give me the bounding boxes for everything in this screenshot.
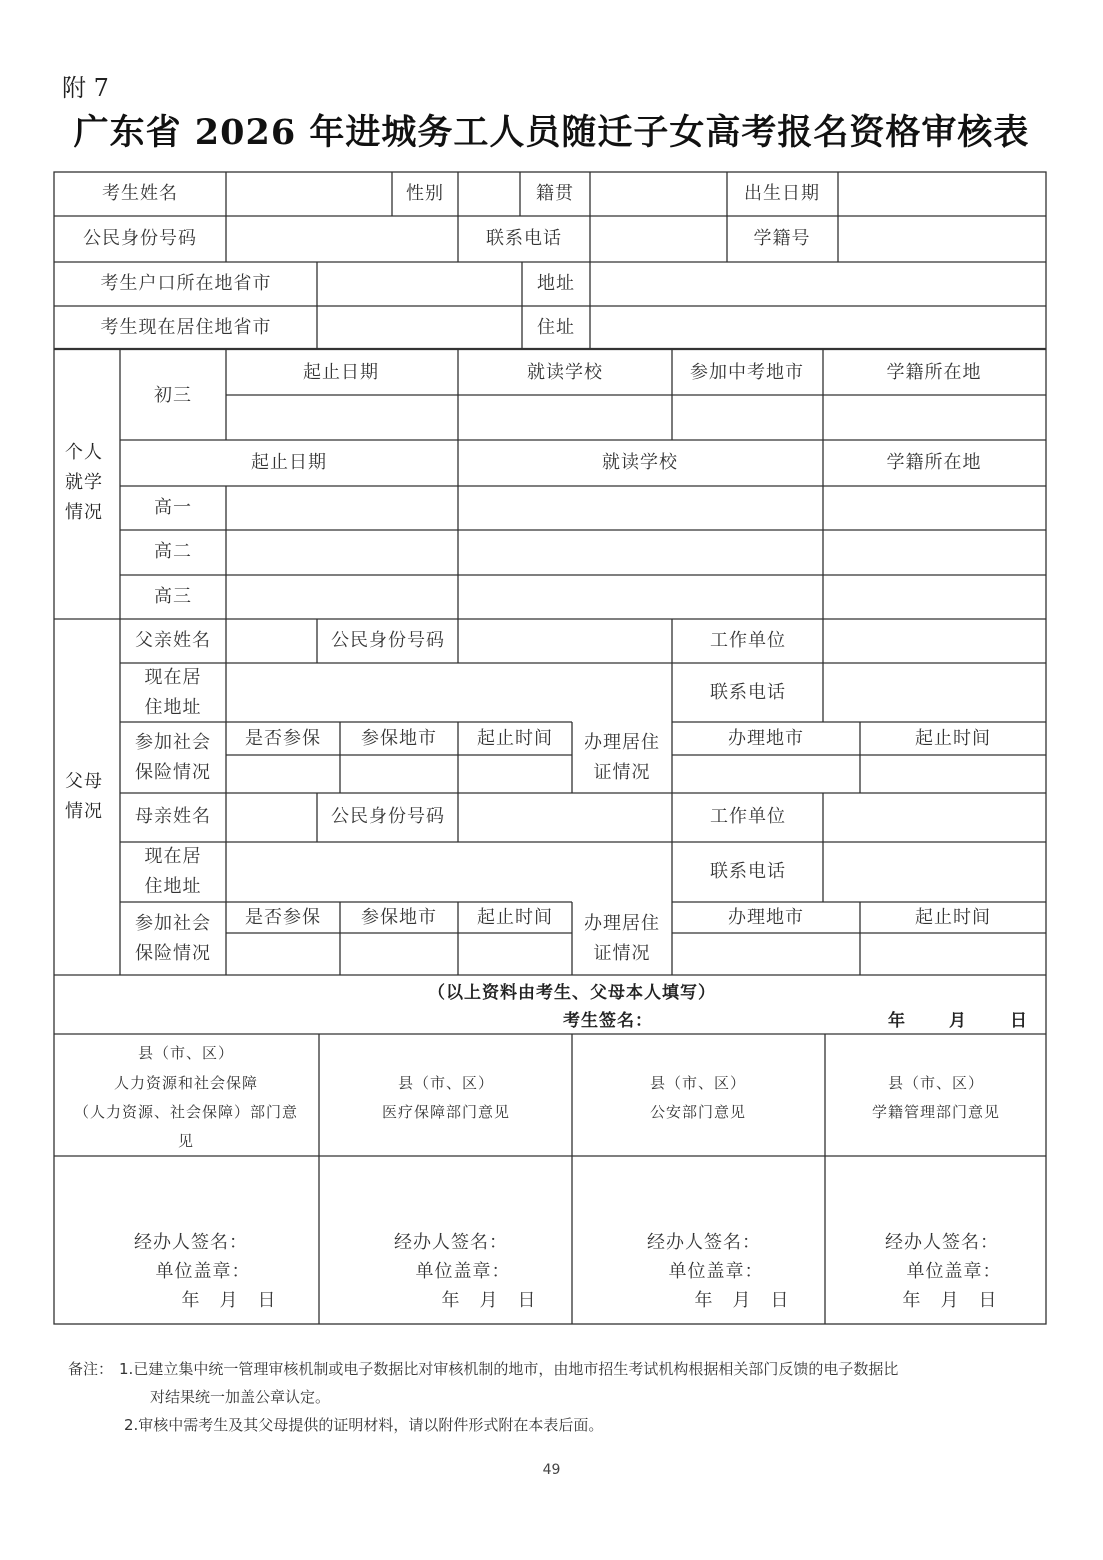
hr-signer-label: 经办人签名：: [134, 1232, 248, 1253]
hukou-address-label: 地址: [537, 273, 575, 294]
registry-dept-label-1: 县（市、区）: [887, 1074, 985, 1092]
mother-permit-label-1: 办理居住: [584, 913, 660, 934]
police-signer-label: 经办人签名：: [647, 1232, 761, 1253]
residence-address-field[interactable]: [591, 307, 1045, 348]
senior-header-dates: 起止日期: [251, 452, 327, 473]
medical-dept-label-2: 医疗保障部门意见: [381, 1103, 511, 1121]
signature-day: 日: [1010, 1011, 1028, 1031]
mother-permit-city-label: 办理地市: [728, 907, 804, 928]
schooling-section-label-3: 情况: [65, 502, 103, 523]
father-social-label-2: 保险情况: [135, 762, 211, 783]
registry-signer-label: 经办人签名：: [885, 1232, 999, 1253]
senior-year-2-label: 高二: [154, 541, 192, 562]
signature-label: 考生签名：: [563, 1011, 653, 1031]
junior-year-label: 初三: [154, 385, 192, 406]
birthdate-label: 出生日期: [744, 183, 820, 204]
police-seal-label: 单位盖章：: [668, 1261, 764, 1282]
senior-header-registry: 学籍所在地: [886, 452, 982, 473]
declaration-note: （以上资料由考生、父母本人填写）: [428, 983, 716, 1003]
residence-address-label: 住址: [537, 317, 575, 338]
id-number-label: 公民身份号码: [83, 228, 197, 249]
father-permit-period-label: 起止时间: [915, 728, 991, 749]
father-address-label-1: 现在居: [144, 667, 202, 688]
father-name-label: 父亲姓名: [135, 630, 211, 651]
native-place-label: 籍贯: [536, 183, 574, 204]
notes-block: [68, 1355, 898, 1439]
father-insured-city-label: 参保地市: [361, 728, 437, 749]
student-signature-field[interactable]: [660, 1008, 880, 1034]
schooling-section-label-2: 就学: [65, 472, 103, 493]
junior-header-exam-city: 参加中考地市: [690, 362, 804, 383]
phone-label: 联系电话: [486, 228, 562, 249]
name-label: 考生姓名: [102, 183, 178, 204]
signature-year: 年: [888, 1011, 906, 1031]
schooling-section-label-1: 个人: [65, 442, 103, 463]
mother-id-label: 公民身份号码: [331, 806, 445, 827]
police-date-label: 年 月 日: [694, 1290, 790, 1311]
hr-dept-label-2: 人力资源和社会保障: [113, 1074, 259, 1092]
signature-month: 月: [949, 1011, 967, 1031]
mother-insured-label: 是否参保: [245, 907, 321, 928]
hukou-address-field[interactable]: [591, 263, 1045, 305]
father-phone-label: 联系电话: [710, 682, 786, 703]
father-work-unit-label: 工作单位: [710, 630, 786, 651]
mother-name-label: 母亲姓名: [135, 806, 211, 827]
registry-dept-label-2: 学籍管理部门意见: [871, 1103, 1001, 1121]
father-permit-city-label: 办理地市: [728, 728, 804, 749]
mother-social-label-2: 保险情况: [135, 943, 211, 964]
note-2: 2.审核中需考生及其父母提供的证明材料，请以附件形式附在本表后面。: [124, 1416, 604, 1434]
hr-seal-label: 单位盖章：: [155, 1261, 251, 1282]
native-place-field[interactable]: [591, 173, 726, 215]
medical-signer-label: 经办人签名：: [394, 1232, 508, 1253]
mother-address-label-1: 现在居: [144, 846, 202, 867]
phone-field[interactable]: [591, 217, 726, 261]
mother-insured-period-label: 起止时间: [477, 907, 553, 928]
junior-header-registry: 学籍所在地: [886, 362, 982, 383]
junior-header-school: 就读学校: [527, 362, 603, 383]
parents-section-label-2: 情况: [65, 801, 103, 822]
mother-insured-city-label: 参保地市: [361, 907, 437, 928]
police-dept-label-1: 县（市、区）: [649, 1074, 747, 1092]
junior-header-dates: 起止日期: [303, 362, 379, 383]
student-no-field[interactable]: [839, 217, 1045, 261]
page-number: 49: [542, 1462, 561, 1478]
senior-year-3-label: 高三: [154, 586, 192, 607]
note-1-line-1: 1.已建立集中统一管理审核机制或电子数据比对审核机制的地市，由地市招生考试机构根据相关部门反馈的电子数据比: [119, 1360, 899, 1378]
police-dept-label-2: 公安部门意见: [649, 1103, 747, 1121]
mother-phone-label: 联系电话: [710, 861, 786, 882]
parents-section-label-1: 父母: [65, 771, 103, 792]
medical-seal-label: 单位盖章：: [415, 1261, 511, 1282]
mother-address-label-2: 住地址: [144, 876, 202, 897]
registry-date-label: 年 月 日: [902, 1290, 998, 1311]
father-insured-label: 是否参保: [245, 728, 321, 749]
father-permit-label-1: 办理居住: [584, 732, 660, 753]
notes-prefix: 备注：: [68, 1360, 114, 1378]
registry-seal-label: 单位盖章：: [906, 1261, 1002, 1282]
attachment-label: 附 7: [62, 74, 109, 102]
mother-permit-period-label: 起止时间: [915, 907, 991, 928]
birthdate-field[interactable]: [839, 173, 1045, 215]
father-address-label-2: 住地址: [144, 697, 202, 718]
father-id-label: 公民身份号码: [331, 630, 445, 651]
name-field[interactable]: [227, 173, 391, 215]
note-1-line-2: 对结果统一加盖公章认定。: [150, 1388, 331, 1406]
hukou-label: 考生户口所在地省市: [100, 273, 272, 294]
father-permit-label-2: 证情况: [593, 762, 651, 783]
mother-permit-label-2: 证情况: [593, 943, 651, 964]
father-insured-period-label: 起止时间: [477, 728, 553, 749]
mother-social-label-1: 参加社会: [135, 913, 211, 934]
hukou-field[interactable]: [318, 263, 521, 305]
senior-header-school: 就读学校: [602, 452, 678, 473]
residence-label: 考生现在居住地省市: [100, 317, 272, 338]
hr-dept-label-4: 见: [177, 1132, 195, 1150]
hr-dept-label-3: （人力资源、社会保障）部门意: [73, 1103, 299, 1121]
gender-label: 性别: [406, 183, 444, 204]
residence-field[interactable]: [318, 307, 521, 348]
gender-field[interactable]: [459, 173, 519, 215]
senior-year-1-label: 高一: [154, 497, 192, 518]
hr-dept-label-1: 县（市、区）: [137, 1044, 235, 1062]
medical-date-label: 年 月 日: [441, 1290, 537, 1311]
id-number-field[interactable]: [227, 217, 457, 261]
hr-date-label: 年 月 日: [181, 1290, 277, 1311]
medical-dept-label-1: 县（市、区）: [397, 1074, 495, 1092]
mother-work-unit-label: 工作单位: [710, 806, 786, 827]
father-social-label-1: 参加社会: [135, 732, 211, 753]
form-title: 广东省 2026 年进城务工人员随迁子女高考报名资格审核表: [73, 112, 1030, 153]
student-no-label: 学籍号: [753, 228, 811, 249]
